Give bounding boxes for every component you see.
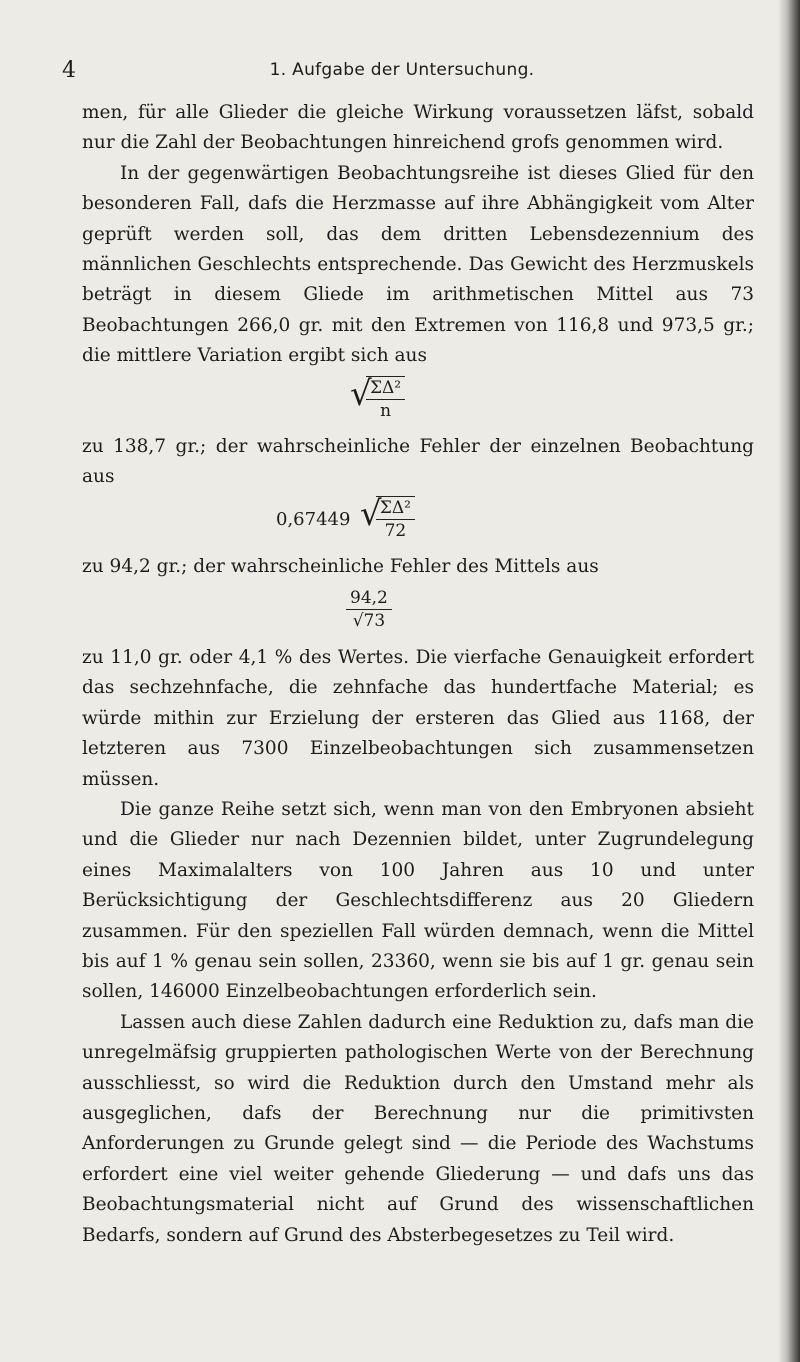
formula-error-of-mean <box>82 583 754 643</box>
paragraph-2: In der gegenwärtigen Beobachtungsreihe ist dieses Glied für den besonderen Fall, dafs die Herzmasse auf ihre Abhängigkeit vom Alter geprüft werden soll, das dem dritten Lebensdezennium des männlichen Geschlechts entsprechende. Das Gewicht des Herzmuskels beträgt in diesem Gliede im arithmetischen Mittel aus 73 Beobachtungen 266,0 gr. mit den Extremen von 116,8 und 973,5 gr.; die mittlere Variation ergibt sich aus <box>82 162 754 367</box>
numerator: ΣΔ² <box>366 377 405 400</box>
paragraph-6: Die ganze Reihe setzt sich, wenn man von den Embryonen absieht und die Glieder nur nach Dezennien bildet, unter Zugrundelegung eines Maximalalters von 100 Jahren aus 10 und unter Berücksichtigung der Geschlechtsdifferenz aus 20 Gliedern zusammen. Für den speziellen Fall würden demnach, wenn die Mittel bis auf 1 % genau sein sollen, 23360, wenn sie bis auf 1 gr. genau sein sollen, 146000 Einzelbeobachtungen erforderlich sein. <box>82 798 754 1003</box>
paragraph-5: zu 11,0 gr. oder 4,1 % des Wertes. Die vierfache Genauigkeit erfordert das sechzehnfache, die zehnfache das hundertfache Material; es würde mithin zur Erzielung der ersteren das Glied aus 1168, der letzteren aus 7300 Einzelbeobachtungen sich zusammensetzen müssen. <box>82 646 754 790</box>
page-edge-shadow <box>778 0 800 1362</box>
formula-mean-variation <box>82 372 754 432</box>
numerator: 94,2 <box>346 587 392 610</box>
formula-probable-error <box>82 492 754 552</box>
square-root: √ $\frac{\text{ΣΔ²}}{72}$ <box>360 496 415 542</box>
page-number: 4 <box>62 58 76 83</box>
coefficient: 0,67449 <box>276 508 351 530</box>
paragraph-3: zu 138,7 gr.; der wahrscheinliche Fehler der einzelnen Beobachtung aus <box>82 435 754 488</box>
paragraph-4: zu 94,2 gr.; der wahrscheinliche Fehler des Mittels aus <box>82 556 599 578</box>
paragraph-7: Lassen auch diese Zahlen dadurch eine Reduktion zu, dafs man die unregelmäfsig gruppierten pathologischen Werte von der Berechnung ausschliesst, so wird die Reduktion durch den Umstand mehr als ausgeglichen, dafs der Berechnung nur die primitivsten Anforderungen zu Grunde gelegt sind — die Periode des Wachstums erfordert eine viel weiter gehende Gliederung — und dafs uns das Beobachtungsmaterial nicht auf Grund des wissenschaftlichen Bedarfs, sondern auf Grund des Absterbegesetzes zu Teil wird. <box>82 1011 754 1246</box>
numerator: ΣΔ² <box>376 497 415 520</box>
running-head: 1. Aufgabe der Untersuchung. <box>269 60 535 80</box>
paragraph-1: men, für alle Glieder die gleiche Wirkung voraussetzen läfst, sobald nur die Zahl der Beobachtungen hinreichend grofs genommen wird. <box>82 102 754 154</box>
denominator: n <box>380 400 392 421</box>
page-header <box>62 58 742 82</box>
square-root: √ $\frac{\text{ΣΔ²}}{n}$ <box>350 376 405 422</box>
denominator: 72 <box>384 521 407 542</box>
fraction <box>346 587 392 632</box>
denominator: √73 <box>352 610 386 631</box>
page-body <box>82 98 754 1251</box>
